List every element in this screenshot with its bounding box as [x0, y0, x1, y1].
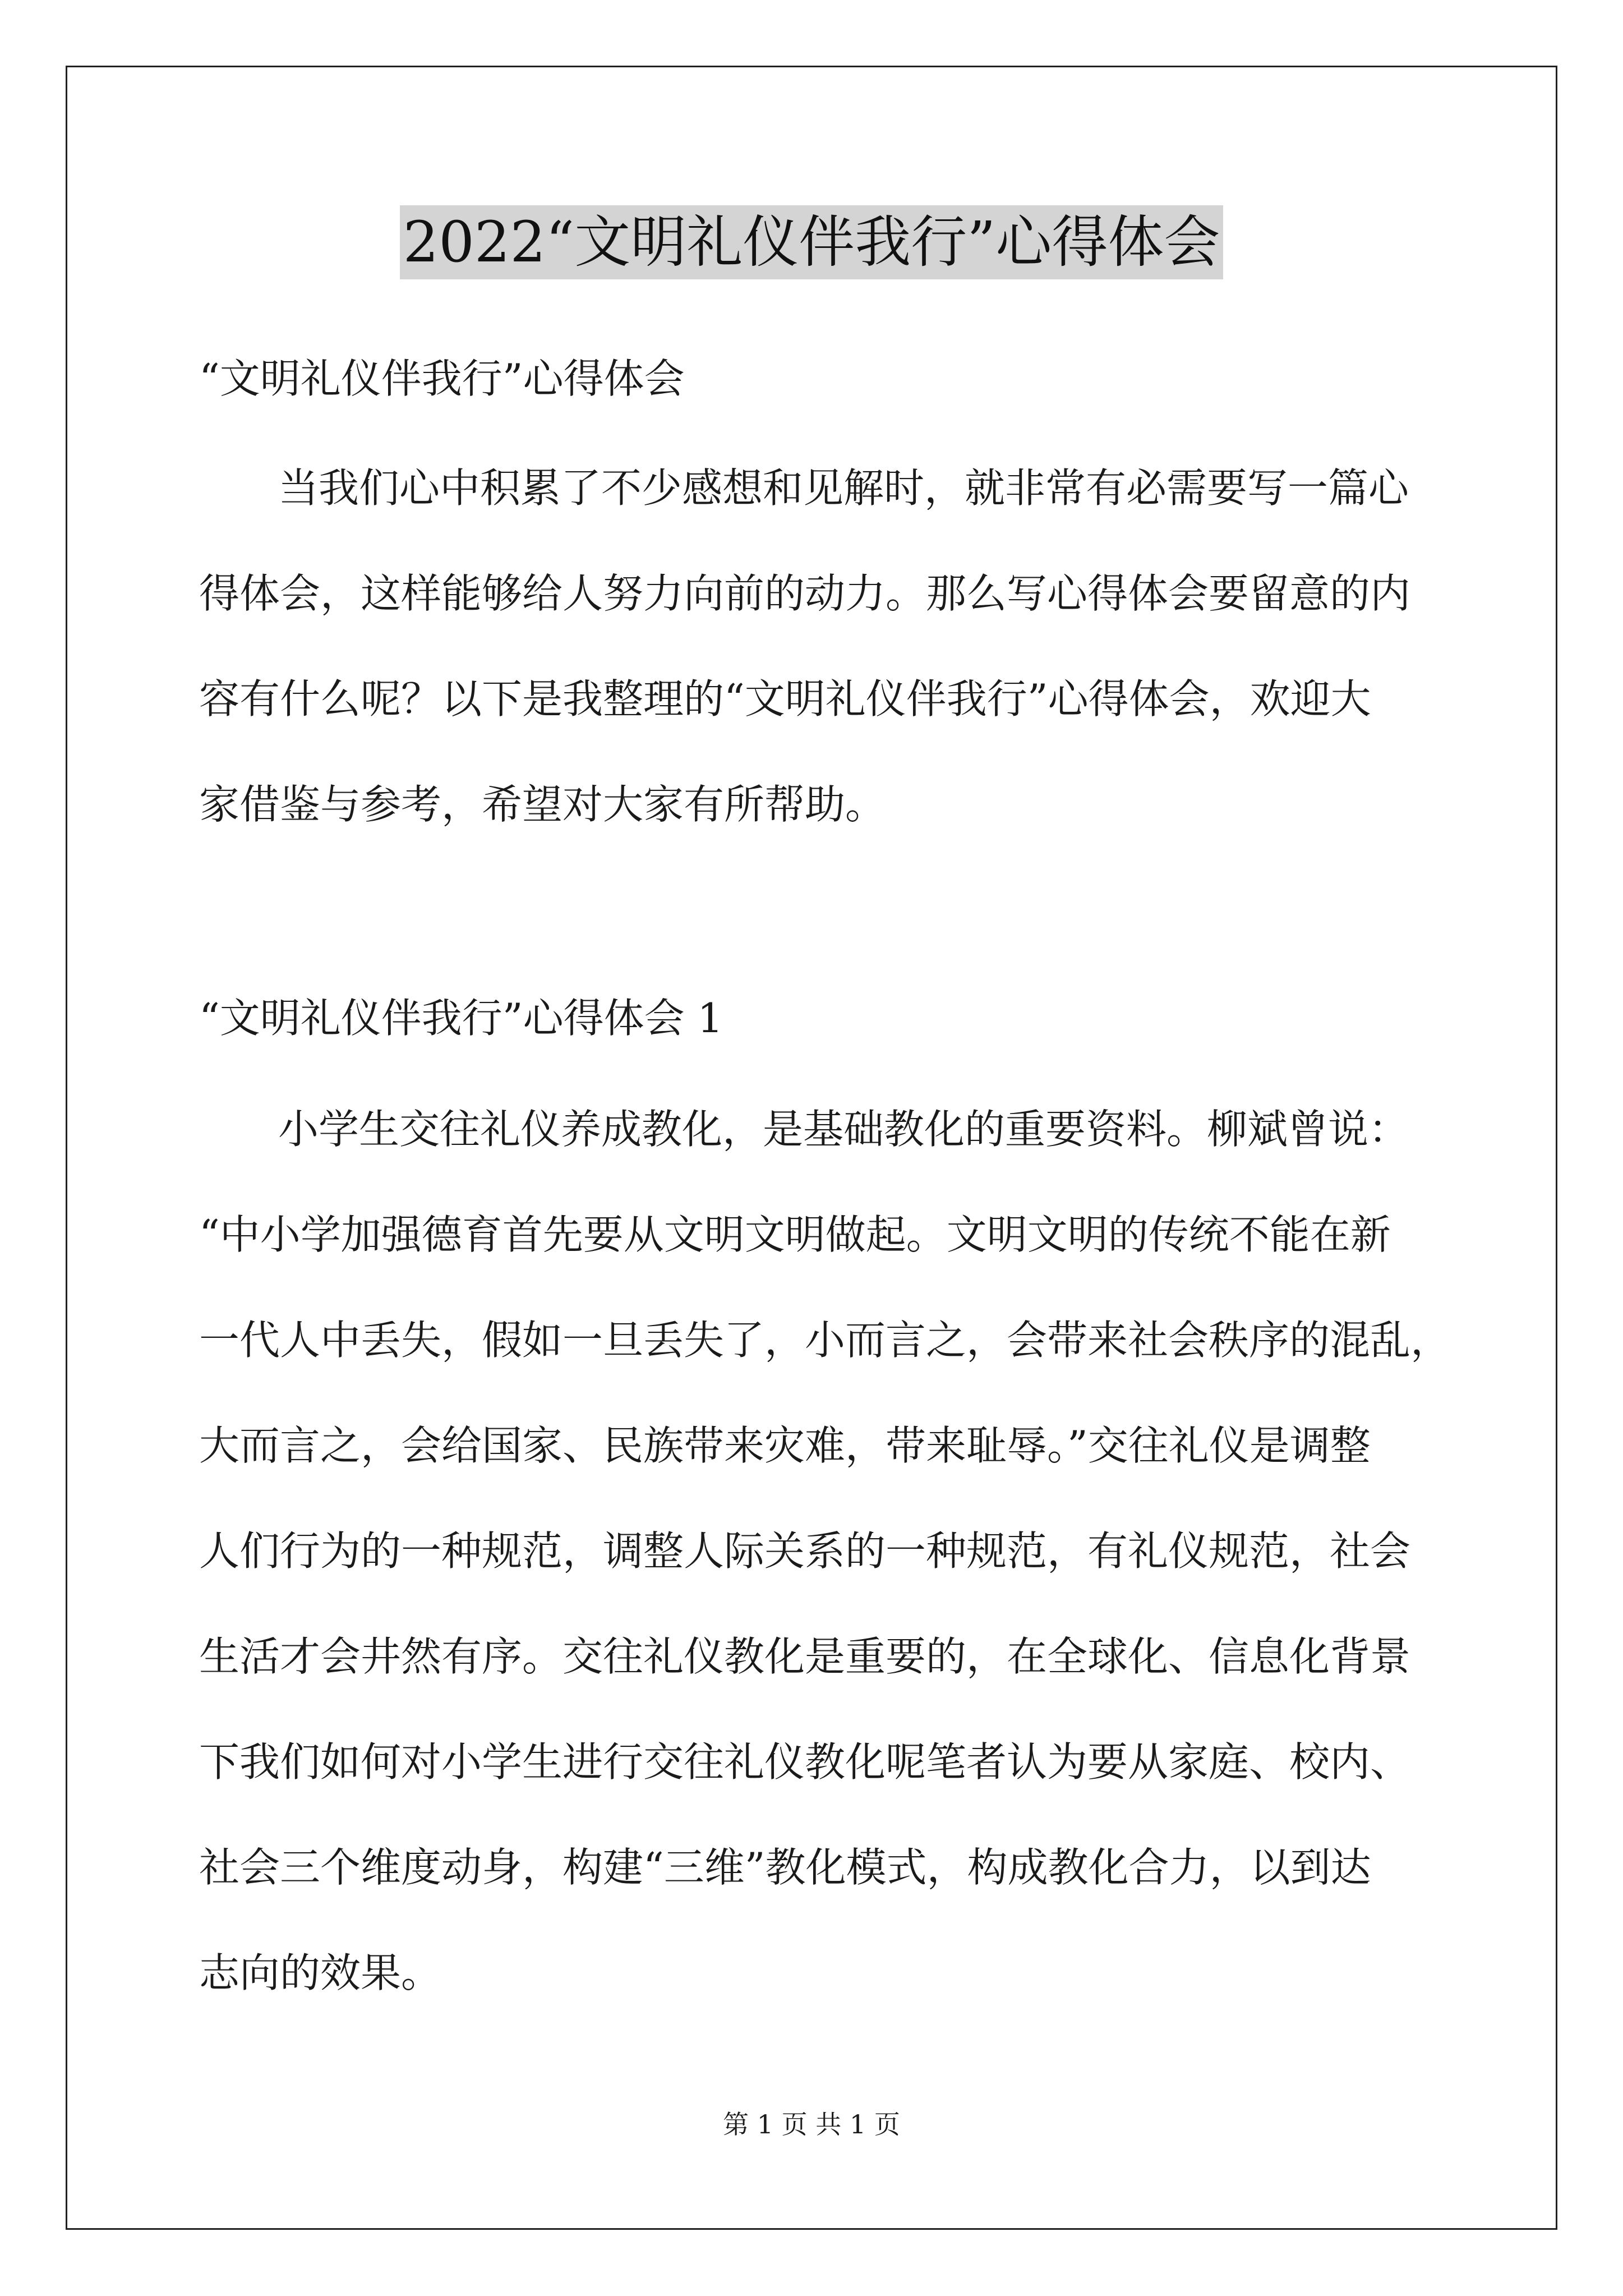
body-line: 下我们如何对小学生进行交往礼仪教化呢笔者认为要从家庭、校内、 [199, 1738, 1411, 1786]
page-number-footer: 第 1 页 共 1 页 [723, 2109, 900, 2139]
title-container [0, 205, 1623, 279]
body-line: 人们行为的一种规范，调整人际关系的一种规范，有礼仪规范，社会 [199, 1527, 1411, 1575]
intro-line: 家借鉴与参考，希望对大家有所帮助。 [199, 781, 886, 828]
body-line: 大而言之，会给国家、民族带来灾难，带来耻辱。”交往礼仪是调整 [199, 1422, 1371, 1469]
intro-line: 得体会，这样能够给人努力向前的动力。那么写心得体会要留意的内 [199, 570, 1411, 617]
body-line: 小学生交往礼仪养成教化，是基础教化的重要资料。柳斌曾说： [278, 1106, 1409, 1153]
document-title: 2022“文明礼仪伴我行”心得体会 [400, 205, 1224, 279]
body-line: 一代人中丢失，假如一旦丢失了，小而言之，会带来社会秩序的混乱， [199, 1317, 1451, 1364]
document-subtitle: “文明礼仪伴我行”心得体会 [199, 355, 685, 402]
intro-line: 当我们心中积累了不少感想和见解时，就非常有必需要写一篇心 [278, 464, 1409, 512]
intro-line: 容有什么呢？以下是我整理的“文明礼仪伴我行”心得体会，欢迎大 [199, 675, 1371, 723]
body-line: 生活才会井然有序。交往礼仪教化是重要的，在全球化、信息化背景 [199, 1633, 1411, 1680]
section-heading: “文明礼仪伴我行”心得体会 1 [199, 995, 723, 1042]
body-line: “中小学加强德育首先要从文明文明做起。文明文明的传统不能在新 [199, 1211, 1391, 1258]
body-line: 志向的效果。 [199, 1949, 442, 1996]
body-line: 社会三个维度动身，构建“三维”教化模式，构成教化合力，以到达 [199, 1844, 1371, 1891]
